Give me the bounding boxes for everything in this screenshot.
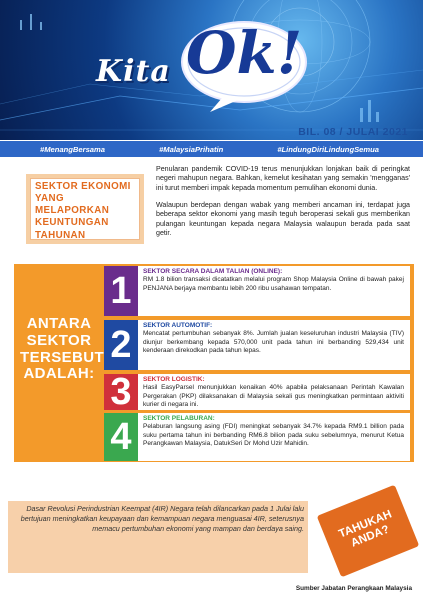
header-banner — [0, 0, 423, 140]
logo-ok-text: Ok! — [186, 19, 303, 87]
item-text: Mencatat pertumbuhan sebanyak 8%. Jumlah jualan keseluruhan industri Malaysia (TIV) diunjur berkembang kepada 570,000 unit pada tahun ini berbanding 529,434 unit kenderaan direkodkan pada tahun lepas. — [143, 330, 404, 355]
sector-item-pelaburan — [104, 413, 410, 461]
sektor-title-box — [26, 174, 144, 244]
sector-item-logistik — [104, 371, 410, 413]
item-number: 4 — [110, 416, 132, 458]
intro-paragraph-2: Walaupun berdepan dengan wabak yang memberi ancaman ini, terdapat juga beberapa sektor ekonomi yang masih teguh beroperasi sekali gus memberikan pulangan keuntungan kepada negara Malaysia walaupun berada pada saat getir. — [156, 201, 410, 238]
item-number: 2 — [110, 324, 132, 366]
tahukah-anda-label: TAHUKAH ANDA? — [337, 508, 394, 550]
sector-item-online — [104, 266, 410, 316]
item-text: Hasil EasyParsel menunjukkan kenaikan 40% apabila pelaksanaan Perintah Kawalan Pergerakan (PKP) dilaksanakan di Malaysia sekali gus meningkatkan permintaan aktiviti kurier di negara ini. — [143, 384, 404, 409]
item-heading: SEKTOR SECARA DALAM TALIAN (ONLINE): — [143, 268, 283, 275]
item-heading: SEKTOR AUTOMOTIF: — [143, 322, 213, 329]
item-heading: SEKTOR PELABURAN: — [143, 415, 215, 422]
sector-item-automotif — [104, 320, 410, 370]
logo-kita-text: Kita — [96, 54, 171, 89]
intro-text — [156, 165, 410, 247]
hashtag-bar — [0, 141, 423, 157]
source-credit: Sumber Jabatan Perangkaan Malaysia — [295, 585, 412, 592]
item-heading: SEKTOR LOGISTIK: — [143, 376, 205, 383]
antara-heading: ANTARA SEKTOR TERSEBUT ADALAH: — [20, 315, 105, 383]
intro-paragraph-1: Penularan pandemik COVID-19 terus menunjukkan lonjakan baik di peringkat negeri mahupun negara. Bahkan, kemelut kesihatan yang semakin 'mengganas' ini turut memberi impak kepada momentum pemulihan ekonomi dunia. — [156, 165, 410, 192]
item-text: RM 1.8 bilion transaksi dicatatkan melalui program Shop Malaysia Online di bawah pakej PENJANA berjaya membantu lebih 200 ribu usahawan tempatan. — [143, 276, 404, 292]
issue-label: BIL. 08 / JULAI 2021 — [298, 126, 408, 138]
sektor-title: SEKTOR EKONOMI YANG MELAPORKAN KEUNTUNGAN TAHUNAN — [35, 181, 131, 241]
did-you-know-text: Dasar Revolusi Perindustrian Keempat (4IR) Negara telah dilancarkan pada 1 Julai lalu bertujuan meningkatkan keupayaan dan kemampuan negara menguasai 4IR, seterusnya memacu pertumbuhan ekonomi yang mampan dan berdaya saing. — [20, 504, 304, 534]
item-text: Pelaburan langsung asing (FDI) meningkat sebanyak 34.7% kepada RM9.1 billion pada suku pertama tahun ini berbanding RM6.8 bilion pada suku sebelumnya, menurut Ketua Perangkawan Malaysia, DatukSeri Dr Mohd Uzir Mahidin. — [143, 423, 404, 448]
tahukah-anda-badge — [317, 485, 420, 578]
hashtag-lindung: #LindungDiriLindungSemua — [277, 144, 379, 154]
item-number: 1 — [110, 270, 132, 312]
item-number: 3 — [110, 371, 132, 413]
hashtag-menang: #MenangBersama — [40, 144, 105, 154]
hashtag-prihatin: #MalaysiaPrihatin — [159, 144, 224, 154]
